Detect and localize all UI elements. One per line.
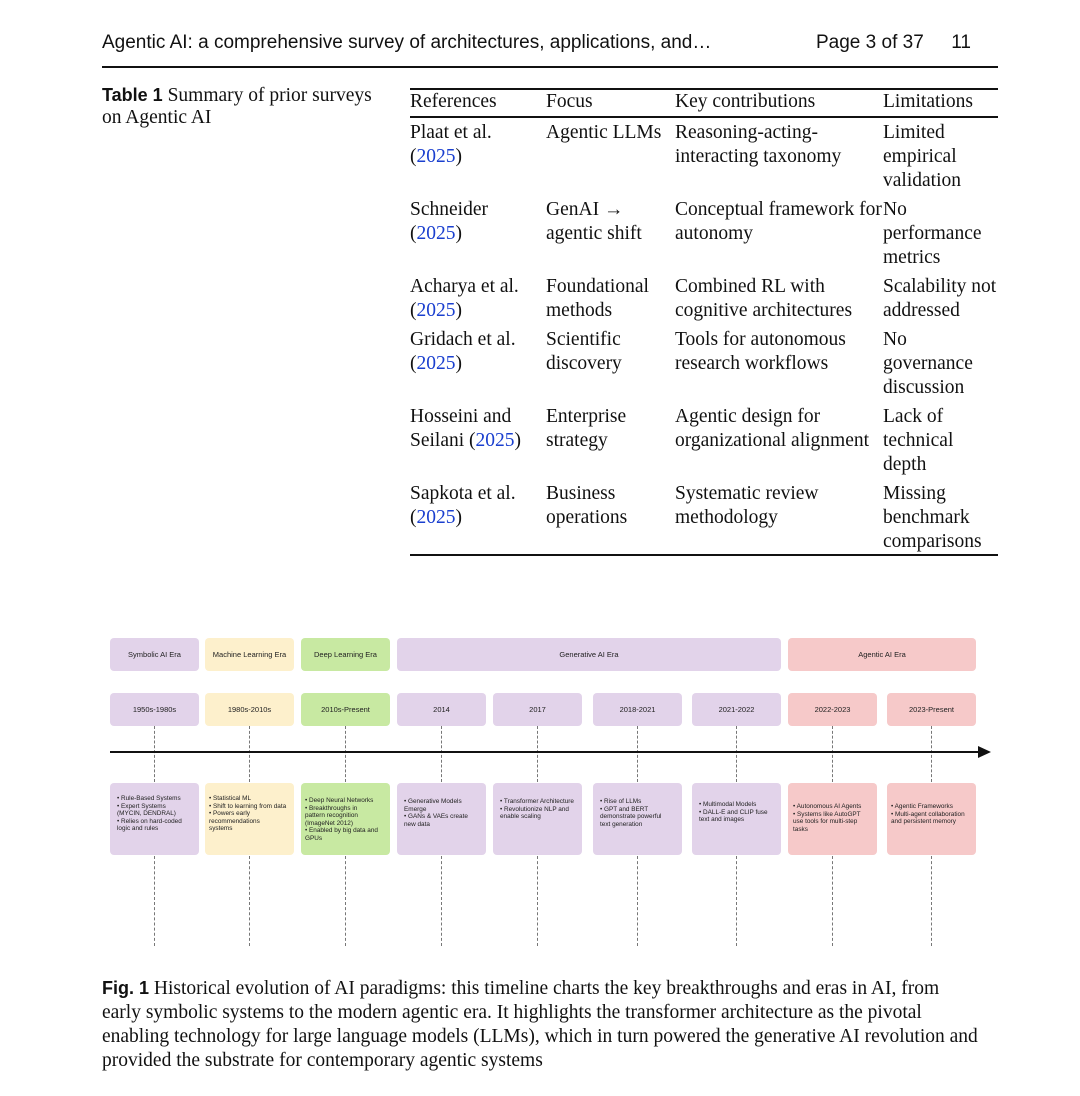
cell-reference: Schneider (2025) bbox=[410, 199, 488, 244]
milestone-line: Emerge bbox=[404, 805, 427, 813]
reference-authors: Plaat et al. bbox=[410, 122, 492, 143]
cell-focus: Scientific discovery bbox=[546, 329, 622, 374]
milestone-line: • Multi-agent collaboration bbox=[891, 810, 965, 818]
citation-year-link[interactable]: 2025 bbox=[416, 146, 456, 167]
connector-line bbox=[345, 726, 346, 782]
milestone-line: recommendations bbox=[209, 817, 260, 825]
connector-line bbox=[441, 856, 442, 946]
period-label: 2022-2023 bbox=[788, 693, 877, 726]
cell-focus: Agentic LLMs bbox=[546, 122, 662, 143]
milestone-card bbox=[205, 783, 294, 855]
period-label: 2021-2022 bbox=[692, 693, 781, 726]
era-generative: Generative AI Era bbox=[397, 638, 781, 671]
citation-year-link[interactable]: 2025 bbox=[416, 507, 456, 528]
milestone-card bbox=[397, 783, 486, 855]
period-label: 1980s-2010s bbox=[205, 693, 294, 726]
citation-year-link[interactable]: 2025 bbox=[416, 300, 456, 321]
period-label: 2023-Present bbox=[887, 693, 976, 726]
cell-reference: Acharya et al. (2025) bbox=[410, 276, 519, 321]
period-label: 2010s-Present bbox=[301, 693, 390, 726]
connector-line bbox=[637, 856, 638, 946]
milestone-line: • Statistical ML bbox=[209, 795, 252, 802]
citation-year-link[interactable]: 2025 bbox=[475, 430, 515, 451]
cell-focus: Business operations bbox=[546, 482, 675, 555]
connector-line bbox=[931, 856, 932, 946]
figure-caption-label: Fig. 1 bbox=[102, 978, 150, 998]
citation-year-link[interactable]: 2025 bbox=[416, 353, 456, 374]
milestone-line: • Powers early bbox=[209, 810, 250, 818]
milestone-line: use tools for multi-step bbox=[793, 818, 858, 826]
milestone-card bbox=[692, 783, 781, 855]
reference-authors: Schneider bbox=[410, 199, 488, 220]
milestone-line: • Generative Models bbox=[404, 798, 462, 805]
milestone-line: • Revolutionize NLP and bbox=[500, 805, 569, 813]
milestone-line: text generation bbox=[600, 820, 643, 828]
connector-line bbox=[736, 726, 737, 782]
header-key-contributions: Key contributions bbox=[675, 89, 883, 117]
reference-authors: Acharya et al. bbox=[410, 276, 519, 297]
period-label: 2018-2021 bbox=[593, 693, 682, 726]
milestone-card bbox=[788, 783, 877, 855]
cell-limitation: No governance discussion bbox=[883, 329, 973, 398]
milestone-line: • Shift to learning from data bbox=[209, 802, 287, 810]
table-row bbox=[410, 275, 998, 328]
milestone-card bbox=[593, 783, 682, 855]
connector-line bbox=[249, 856, 250, 946]
cell-reference: Gridach et al. (2025) bbox=[410, 329, 516, 374]
period-label: 2017 bbox=[493, 693, 582, 726]
connector-line bbox=[154, 726, 155, 782]
milestone-line: GPUs bbox=[305, 834, 323, 842]
milestone-line: • Autonomous AI Agents bbox=[793, 803, 862, 810]
connector-line bbox=[832, 726, 833, 782]
milestone-line: (ImageNet 2012) bbox=[305, 819, 353, 827]
timeline-axis bbox=[110, 751, 980, 753]
cell-limitation: Scalability not addressed bbox=[883, 276, 997, 321]
connector-line bbox=[931, 726, 932, 782]
connector-line bbox=[154, 856, 155, 946]
milestone-line: and persistent memory bbox=[891, 818, 956, 826]
header-references: References bbox=[410, 89, 546, 117]
header-focus: Focus bbox=[546, 89, 675, 117]
milestone-line: (MYCIN, DENDRAL) bbox=[117, 810, 176, 818]
connector-line bbox=[249, 726, 250, 782]
milestone-card bbox=[301, 783, 390, 855]
period-label: 1950s-1980s bbox=[110, 693, 199, 726]
running-title: Agentic AI: a comprehensive survey of architectures, applications, and… bbox=[102, 32, 712, 53]
connector-line bbox=[537, 856, 538, 946]
citation-year-link[interactable]: 2025 bbox=[416, 223, 456, 244]
cell-limitation: Missing benchmark comparisons bbox=[883, 482, 998, 555]
milestone-line: systems bbox=[209, 825, 233, 833]
running-header bbox=[102, 30, 998, 68]
period-label: 2014 bbox=[397, 693, 486, 726]
reference-authors: Hosseini and Seilani bbox=[410, 406, 512, 451]
cell-key-contribution: Reasoning-acting-interacting taxonomy bbox=[675, 122, 842, 167]
era-machine-learning: Machine Learning Era bbox=[205, 638, 294, 671]
cell-focus: GenAI → agentic shift bbox=[546, 199, 642, 244]
milestone-line: tasks bbox=[793, 825, 808, 833]
cell-key-contribution: Combined RL with cognitive architectures bbox=[675, 276, 853, 321]
table-caption-label: Table 1 bbox=[102, 85, 163, 105]
era-agentic: Agentic AI Era bbox=[788, 638, 976, 671]
table-row bbox=[410, 117, 998, 198]
milestone-line: • Enabled by big data and bbox=[305, 827, 378, 835]
milestone-line: new data bbox=[404, 820, 430, 828]
reference-authors: Gridach et al. bbox=[410, 329, 516, 350]
table-row bbox=[410, 405, 998, 482]
milestone-line: • Expert Systems bbox=[117, 802, 166, 810]
milestone-line: • GANs & VAEs create bbox=[404, 813, 468, 821]
cell-key-contribution: Tools for autonomous research workflows bbox=[675, 329, 846, 374]
milestone-card bbox=[110, 783, 199, 855]
cell-reference: Sapkota et al. (2025) bbox=[410, 482, 546, 555]
cell-reference: Plaat et al. (2025) bbox=[410, 122, 492, 167]
cell-reference: Hosseini and Seilani (2025) bbox=[410, 406, 522, 451]
table-row bbox=[410, 198, 998, 275]
milestone-line: text and images bbox=[699, 816, 745, 824]
arrow-head-icon bbox=[978, 746, 991, 758]
figure-caption bbox=[102, 976, 982, 1073]
cell-key-contribution: Systematic review methodology bbox=[675, 482, 883, 555]
page-number: 11 bbox=[951, 32, 971, 53]
table-caption-text: Summary of prior surveys on Agentic AI bbox=[102, 85, 372, 128]
surveys-table bbox=[410, 88, 998, 556]
cell-key-contribution: Conceptual framework for autonomy bbox=[675, 199, 882, 244]
milestone-card bbox=[887, 783, 976, 855]
milestone-line: • Systems like AutoGPT bbox=[793, 810, 861, 818]
era-symbolic: Symbolic AI Era bbox=[110, 638, 199, 671]
connector-line bbox=[736, 856, 737, 946]
milestone-line: pattern recognition bbox=[305, 812, 358, 820]
table-header-row bbox=[410, 89, 998, 117]
cell-limitation: No performance metrics bbox=[883, 199, 982, 268]
header-limitations: Limitations bbox=[883, 89, 998, 117]
cell-focus: Foundational methods bbox=[546, 276, 649, 321]
cell-limitation: Limited empirical validation bbox=[883, 122, 961, 191]
milestone-line: logic and rules bbox=[117, 825, 159, 833]
milestone-card bbox=[493, 783, 582, 855]
milestone-line: • Breakthroughs in bbox=[305, 804, 358, 812]
milestone-line: • DALL-E and CLIP fuse bbox=[699, 808, 768, 816]
cell-limitation: Lack of technical depth bbox=[883, 406, 954, 475]
era-deep-learning: Deep Learning Era bbox=[301, 638, 390, 671]
connector-line bbox=[537, 726, 538, 782]
milestone-line: • Transformer Architecture bbox=[500, 798, 574, 805]
milestone-line: demonstrate powerful bbox=[600, 813, 662, 821]
milestone-line: • Multimodal Models bbox=[699, 801, 757, 808]
milestone-line: • Agentic Frameworks bbox=[891, 803, 953, 810]
cell-focus: Enterprise strategy bbox=[546, 406, 627, 451]
milestone-line: • Relies on hard-coded bbox=[117, 817, 182, 825]
cell-key-contribution: Agentic design for organizational alignment bbox=[675, 406, 870, 451]
connector-line bbox=[832, 856, 833, 946]
connector-line bbox=[441, 726, 442, 782]
connector-line bbox=[637, 726, 638, 782]
milestone-line: enable scaling bbox=[500, 813, 541, 821]
figure-caption-text: Historical evolution of AI paradigms: this timeline charts the key breakthroughs and eras in AI, from early symbolic systems to the modern agentic era. It highlights the transformer architecture as the pivotal enabling technology for large language models (LLMs), which in turn powered the generative AI revolution and provided the substrate for contemporary agentic systems bbox=[102, 978, 978, 1071]
page-indicator: Page 3 of 37 bbox=[816, 32, 924, 53]
milestone-line: • Deep Neural Networks bbox=[305, 797, 374, 804]
table-row bbox=[410, 482, 998, 555]
table-row bbox=[410, 328, 998, 405]
milestone-line: • Rule-Based Systems bbox=[117, 795, 181, 802]
milestone-line: • Rise of LLMs bbox=[600, 798, 642, 805]
reference-authors: Sapkota et al. bbox=[410, 483, 516, 504]
connector-line bbox=[345, 856, 346, 946]
milestone-line: • GPT and BERT bbox=[600, 805, 649, 813]
table-caption bbox=[102, 84, 372, 129]
